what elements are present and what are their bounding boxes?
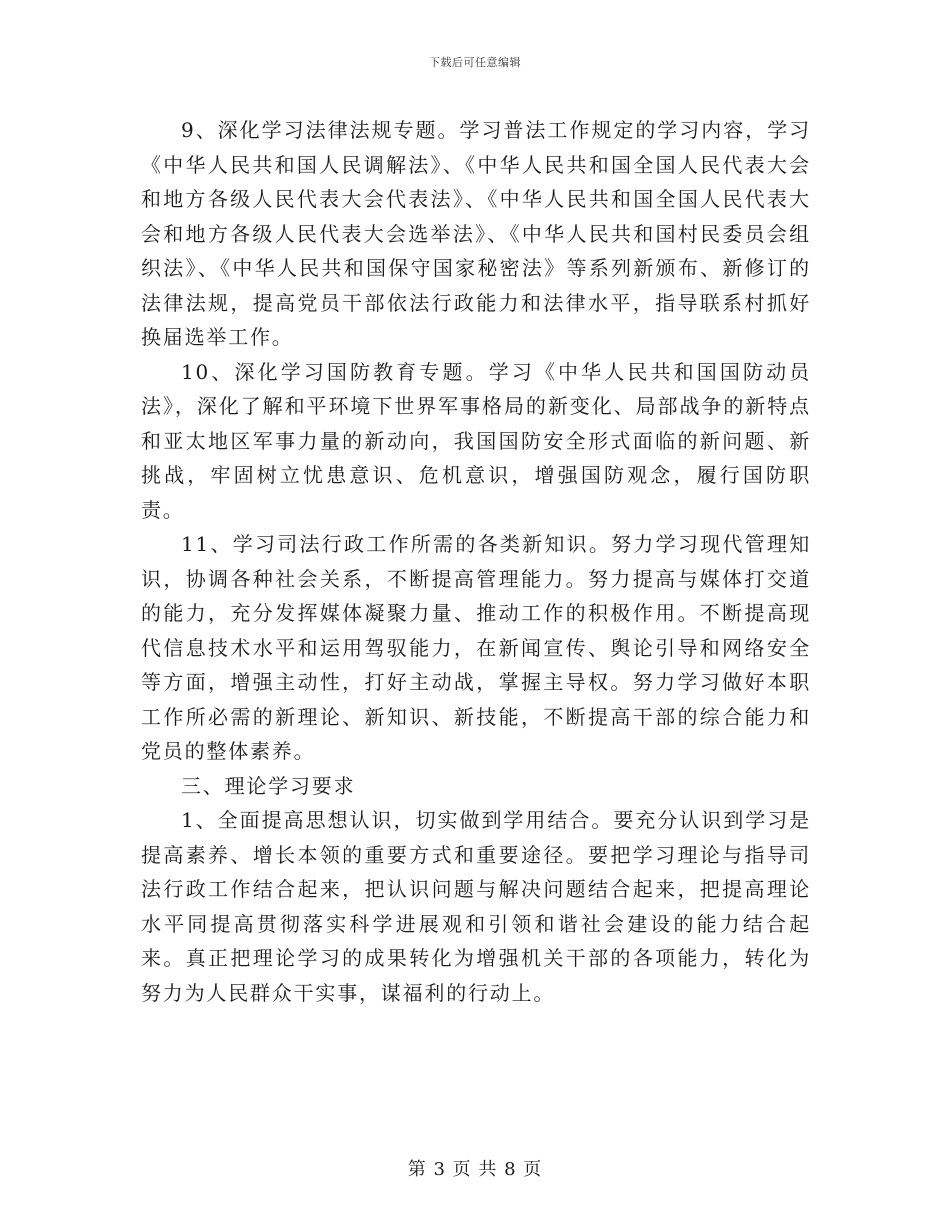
document-body bbox=[141, 113, 811, 1010]
page-number: 第 3 页 共 8 页 bbox=[407, 1159, 543, 1180]
paragraph-requirement-1: 1、全面提高思想认识，切实做到学用结合。要充分认识到学习是提高素养、增长本领的重要方式和重要途径。要把学习理论与指导司法行政工作结合起来，把认识问题与解决问题结合起来，把提高理论水平同提高贯彻落实科学进展观和引领和谐社会建设的能力结合起来。真正把理论学习的成果转化为增强机关干部的各项能力，转化为努力为人民群众干实事，谋福利的行动上。 bbox=[141, 808, 811, 1005]
paragraph-item-9: 9、深化学习法律法规专题。学习普法工作规定的学习内容，学习《中华人民共和国人民调解法》、《中华人民共和国全国人民代表大会和地方各级人民代表大会代表法》、《中华人民共和国全国人民代表大会和地方各级人民代表大会选举法》、《中华人民共和国村民委员会组织法》、《中华人民共和国保守国家秘密法》等系列新颁布、新修订的法律法规，提高党员干部依法行政能力和法律水平，指导联系村抓好换届选举工作。 bbox=[141, 118, 811, 349]
paragraph-item-11: 11、学习司法行政工作所需的各类新知识。努力学习现代管理知识，协调各种社会关系，不断提高管理能力。努力提高与媒体打交道的能力，充分发挥媒体凝聚力量、推动工作的积极作用。不断提高现代信息技术水平和运用驾驭能力，在新闻宣传、舆论引导和网络安全等方面，增强主动性，打好主动战，掌握主导权。努力学习做好本职工作所必需的新理论、新知识、新技能，不断提高干部的综合能力和党员的整体素养。 bbox=[141, 532, 811, 763]
page-header: 下载后可任意编辑 bbox=[429, 56, 521, 69]
section-heading: 三、理论学习要求 bbox=[181, 773, 356, 798]
paragraph-item-10: 10、深化学习国防教育专题。学习《中华人民共和国国防动员法》，深化了解和平环境下世界军事格局的新变化、局部战争的新特点和亚太地区军事力量的新动向，我国国防安全形式面临的新问题、新挑战，牢固树立忧患意识、危机意识，增强国防观念，履行国防职责。 bbox=[141, 359, 811, 522]
